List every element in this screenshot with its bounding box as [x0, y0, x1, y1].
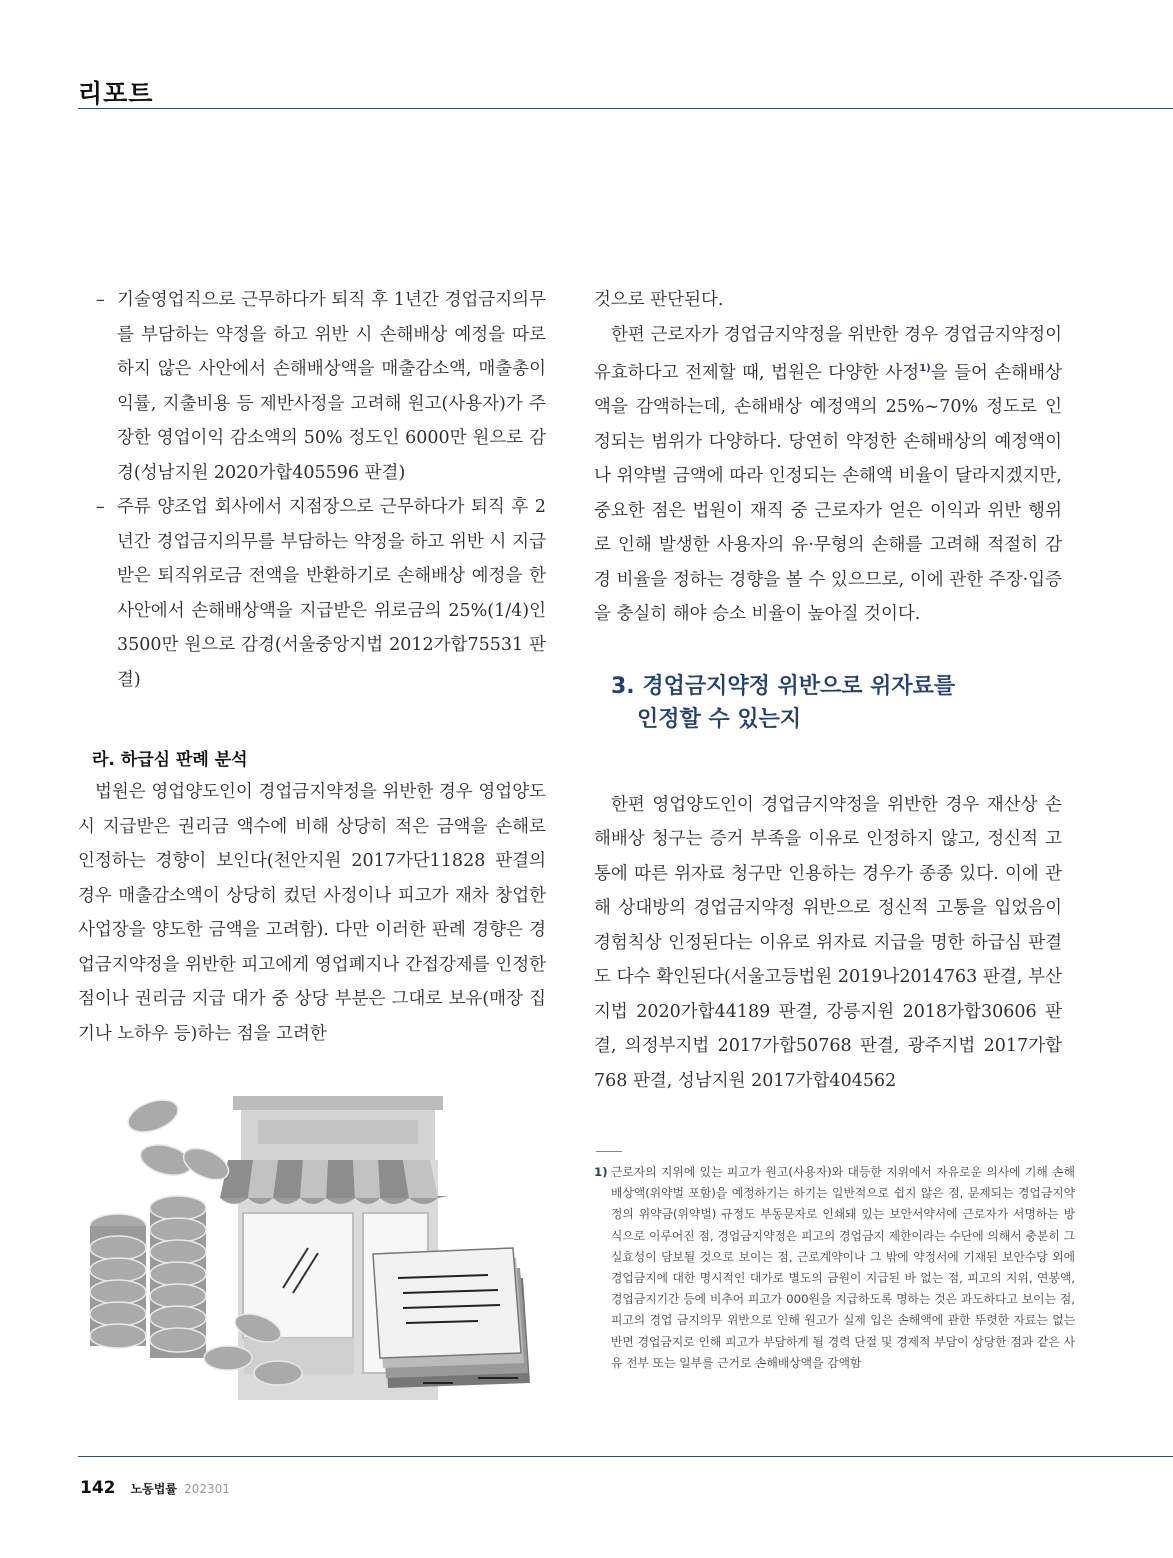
body-paragraph: 법원은 영업양도인이 경업금지약정을 위반한 경우 영업양도 시 지급받은 권리금 액수에 비해 상당히 적은 금액을 손해로 인정하는 경향이 보인다(천안지원 2017가단11828 판결의 경우 매출감소액이 상당히 컸던 사정이나 피고가 재차 창업한 사업장을 양도한 금액을 고려함). 다만 이러한 판례 경향은 경업금지약정을 위반한 피고에게 영업폐지나 간접강제를 인정한 점이나 권리금 지급 대가 중 상당 부분은 그대로 보유(매장 집기나 노하우 등)하는 점을 고려한 [78, 782, 546, 1044]
case-bullet [78, 283, 546, 490]
body-paragraph [594, 318, 1062, 632]
section-heading-line: 3. 경업금지약정 위반으로 위자료를 [611, 673, 956, 699]
dash-marker: – [96, 497, 105, 517]
case-bullet-text: 기술영업직으로 근무하다가 퇴직 후 1년간 경업금지의무를 부담하는 약정을 하고 위반 시 손해배상 예정을 따로 하지 않은 사안에서 손해배상액을 매출감소액, 매출총이익률, 지출비용 등 제반사정을 고려해 원고(사용자)가 주장한 영업이익 감소액의 50% 정도인 6000만 원으로 감경(성남지원 2020가합405596 판결) [117, 290, 546, 483]
right-column [594, 283, 1062, 1098]
footnote-rule [596, 1151, 622, 1152]
footnote-mark: 1) [594, 1165, 608, 1179]
case-bullet-text: 주류 양조업 회사에서 지점장으로 근무하다가 퇴직 후 2년간 경업금지의무를 부담하는 약정을 하고 위반 시 지급받은 퇴직위로금 전액을 반환하기로 손해배상 예정을 한 사안에서 손해배상액을 지급받은 위로금의 25%(1/4)인 3500만 원으로 감경(서울중앙지법 2012가합75531 판결) [117, 497, 546, 690]
issue-number: 202301 [184, 1482, 230, 1496]
illustration-graphic [78, 1078, 548, 1408]
footer-rule [78, 1456, 1173, 1457]
section-label: 리포트 [78, 79, 154, 108]
subheading: 라. 하급심 판례 분석 [92, 750, 248, 770]
store-coins-document-illustration [78, 1078, 548, 1408]
paragraph-text: 을 들어 손해배상액을 감액하는데, 손해배상 예정액의 25%~70% 정도로 인정되는 범위가 다양하다. 당연히 약정한 손해배상의 예정액이나 위약벌 금액에 따라 인정되는 손해액 비율이 달라지겠지만, 중요한 점은 법원이 재직 중 근로자가 얻은 이익과 위반 행위로 인해 발생한 사용자의 유·무형의 손해를 고려해 적절히 감경 비율을 정하는 경향을 볼 수 있으므로, 이에 관한 주장·입증을 충실히 해야 승소 비율이 높아질 것이다. [594, 362, 1062, 625]
body-paragraph: 한편 영업양도인이 경업금지약정을 위반한 경우 재산상 손해배상 청구는 증거 부족을 이유로 인정하지 않고, 정신적 고통에 따른 위자료 청구만 인용하는 경우가 종종 있다. 이에 관해 상대방의 경업금지약정 위반으로 정신적 고통을 입었음이 경험칙상 인정된다는 이유로 위자료 지급을 명한 하급심 판결도 다수 확인된다(서울고등법원 2019나2014763 판결, 부산지법 2020가합44189 판결, 강릉지원 2018가합30606 판결, 의정부지법 2017가합50768 판결, 광주지법 2017가합768 판결, 성남지원 2017가합404562 [594, 794, 1062, 1091]
header-rule [78, 108, 1173, 109]
footnote-reference[interactable]: 1) [919, 363, 931, 374]
continuation-text: 것으로 판단된다. [594, 290, 724, 310]
page-number: 142 [80, 1478, 116, 1498]
dash-marker: – [96, 290, 105, 310]
case-bullet [78, 490, 546, 697]
left-column [78, 283, 546, 1051]
magazine-name: 노동법률 [130, 1482, 177, 1496]
page-footer [80, 1478, 230, 1498]
section-heading-line: 인정할 수 있는지 [637, 706, 802, 732]
footnote-text: 근로자의 지위에 있는 피고가 원고(사용자)와 대등한 지위에서 자유로운 의사에 기해 손해배상액(위약벌 포함)을 예정하기는 하기는 일반적으로 쉽지 않은 점, 문제되는 경업금지약정의 위약금(위약벌) 규정도 부동문자로 인쇄돼 있는 보안서약서에 근로자가 서명하는 방식으로 이루어진 점, 경업금지약정은 피고의 경업금지 제한이라는 수단에 의해서 충분히 그 실효성이 담보될 것으로 보이는 점, 근로계약이나 그 밖에 약정서에 기재된 보안수당 외에 경업금지에 대한 명시적인 대가로 별도의 금원이 지급된 바 없는 점, 피고의 지위, 연봉액, 경업금지기간 등에 비추어 피고가 000원을 지급하도록 명하는 것은 과도하다고 보이는 점, 피고의 경업 금지의무 위반으로 인해 원고가 실제 입은 손해액에 관한 뚜렷한 자료는 없는 반면 경업금지로 인해 피고가 부담하게 될 경력 단절 및 경제적 부담이 상당한 점과 같은 사유 전부 또는 일부를 근거로 손해배상액을 감액함 [611, 1165, 1075, 1370]
section-heading [594, 670, 1062, 736]
footnote [594, 1162, 1075, 1374]
paragraph-text: 한편 근로자가 경업금지약정을 위반한 경우 경업금지약정이 유효하다고 전제할 때, 법원은 다양한 사정 [594, 324, 1062, 383]
